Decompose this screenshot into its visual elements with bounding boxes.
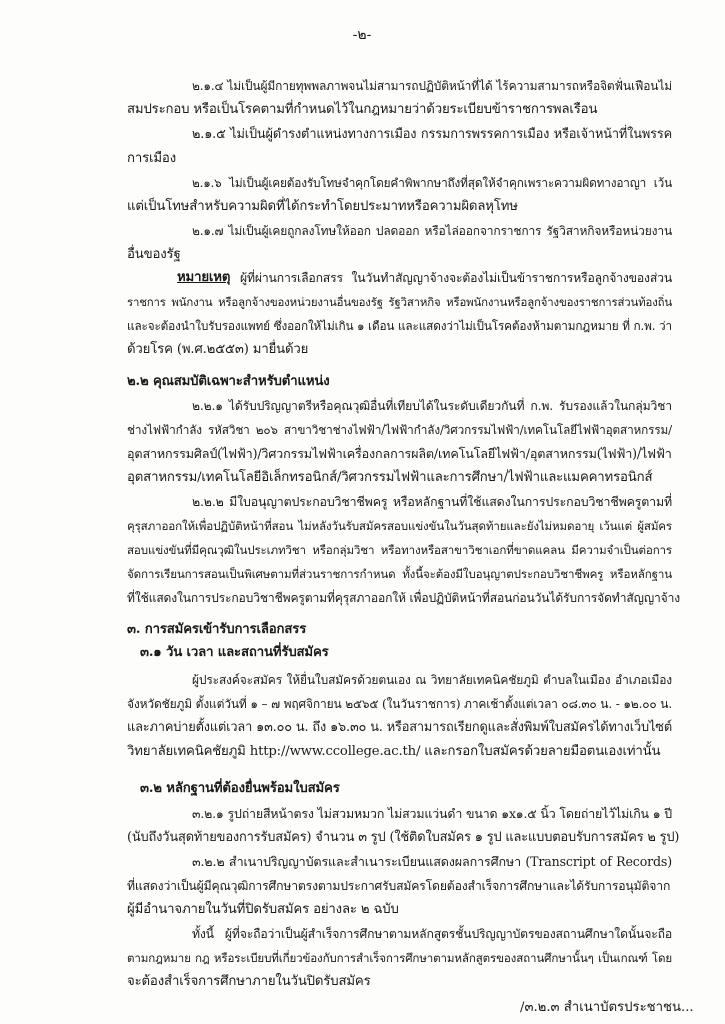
- clause-3-2-1-cont: (นับถึงวันสุดท้ายของการรับสมัคร) จำนวน ๓ รูป (ใช้ติดใบสมัคร ๑ รูป และแบบตอบรับการสมัคร ๒ รูป): [127, 830, 680, 845]
- clause-2-2-2-cont-1: คุรุสภาออกให้เพื่อปฏิบัติหน้าที่สอน ไม่หลังวันรับสมัครสอบแข่งขันในวันสุดท้ายและยังไม่หมดอายุ เว้นแต่ ผู้สมัคร: [127, 519, 672, 533]
- clause-2-1-7-cont: อื่นของรัฐ: [127, 247, 181, 262]
- clause-3-2-2-note: ทั้งนี้ ผู้ที่จะถือว่าเป็นผู้สำเร็จการศึกษาตามหลักสูตรชั้นปริญญาบัตรของสถานศึกษาใดนั้นจะถือ: [192, 927, 672, 941]
- note-text-cont-1: ราชการ พนักงาน หรือลูกจ้างของหน่วยงานอื่นของรัฐ รัฐวิสาหกิจ หรือพนักงานหรือลูกจ้างของราชการส่วนท้องถิ่น: [127, 295, 672, 309]
- clause-2-2-1-cont-1: ช่างไฟฟ้ากำลัง รหัสวิชา ๒๐๖ สาขาวิชาช่างไฟฟ้า/ไฟฟ้ากำลัง/วิศวกรรมไฟฟ้า/เทคโนโลยีไฟฟ้าอุตสาหกรรม/: [127, 423, 672, 437]
- clause-3-2-2: ๓.๒.๒ สำเนาปริญญาบัตรและสำเนาระเบียนแสดงผลการศึกษา (Transcript of Records): [192, 854, 672, 869]
- clause-2-1-7: ๒.๑.๗ ไม่เป็นผู้เคยถูกลงโทษให้ออก ปลดออก หรือไล่ออกจากราชการ รัฐวิสาหกิจหรือหน่วยงาน: [192, 224, 672, 238]
- page-continuation: /๓.๒.๓ สำเนาบัตรประชาชน...: [520, 1000, 694, 1015]
- clause-3-2-2-note-cont-2: จะต้องสำเร็จการศึกษาภายในวันปิดรับสมัคร: [127, 974, 371, 989]
- section-2-2-heading: ๒.๒ คุณสมบัติเฉพาะสำหรับตำแหน่ง: [127, 374, 330, 389]
- note-label: หมายเหตุ: [177, 270, 231, 285]
- clause-2-2-2-cont-3: จัดการเรียนการสอนเป็นพิเศษตามที่ส่วนราชการกำหนด ทั้งนี้จะต้องมีใบอนุญาตประกอบวิชาชีพครู หรือหลักฐาน: [127, 567, 672, 581]
- clause-2-2-1-cont-3: อุตสาหกรรม/เทคโนโลยีอิเล็กทรอนิกส์/วิศวกรรมไฟฟ้าและการศึกษา/ไฟฟ้าและแมคคาทรอนิกส์: [127, 470, 653, 485]
- clause-3-2-2-cont-1: ที่แสดงว่าเป็นผู้มีคุณวุฒิการศึกษาตรงตามประกาศรับสมัครโดยต้องสำเร็จการศึกษาและได้รับการอนุมัติจาก: [127, 879, 671, 893]
- section-3-heading: ๓. การสมัครเข้ารับการเลือกสรร: [127, 622, 307, 637]
- clause-2-1-4: ๒.๑.๔ ไม่เป็นผู้มีกายทุพพลภาพจนไม่สามารถปฏิบัติหน้าที่ได้ ไร้ความสามารถหรือจิตฟั่นเฟือนไม่: [192, 79, 672, 93]
- clause-2-1-6: ๒.๑.๖ ไม่เป็นผู้เคยต้องรับโทษจำคุกโดยคำพิพากษาถึงที่สุดให้จำคุกเพราะความผิดทางอาญา เว้น: [192, 176, 672, 190]
- clause-2-1-5-cont: การเมือง: [127, 151, 176, 166]
- section-3-2-heading: ๓.๒ หลักฐานที่ต้องยื่นพร้อมใบสมัคร: [140, 781, 340, 796]
- clause-3-1-cont-2: และภาคบ่ายตั้งแต่เวลา ๑๓.๐๐ น. ถึง ๑๖.๓๐ น. หรือสามารถเรียกดูและสั่งพิมพ์ใบสมัครได้ทางเว็บไซต์: [127, 720, 672, 735]
- clause-2-1-4-cont: สมประกอบ หรือเป็นโรคตามที่กำหนดไว้ในกฎหมายว่าด้วยระเบียบข้าราชการพลเรือน: [127, 102, 598, 117]
- clause-3-2-1: ๓.๒.๑ รูปถ่ายสีหน้าตรง ไม่สวมหมวก ไม่สวมแว่นดำ ขนาด ๑x๑.๕ นิ้ว โดยถ่ายไว้ไม่เกิน ๑ ปี: [192, 806, 672, 821]
- clause-2-2-1-cont-2: อุตสาหกรรมศิลป์(ไฟฟ้า)/วิศวกรรมไฟฟ้าเครื่องกลการผลิต/เทคโนโลยีไฟฟ้า/อุตสาหกรรม(ไฟฟ้า)/ไฟฟ้า: [127, 446, 672, 461]
- clause-3-1-cont-1: จังหวัดชัยภูมิ ตั้งแต่วันที่ ๑ – ๗ พฤศจิกายน ๒๕๖๕ (ในวันราชการ) ภาคเช้าตั้งแต่เวลา ๐๘.๓๐ น. - ๑๒.๐๐ น.: [127, 697, 672, 711]
- page-number: -๒-: [352, 27, 372, 43]
- clause-3-2-2-note-cont-1: ตามกฎหมาย กฎ หรือระเบียบที่เกี่ยวข้องกับการสำเร็จการศึกษาตามหลักสูตรของสถานศึกษานั้นๆ เป็นเกณฑ์ โดย: [127, 951, 672, 965]
- clause-2-2-1: ๒.๒.๑ ได้รับปริญญาตรีหรือคุณวุฒิอื่นที่เทียบได้ในระดับเดียวกันที่ ก.พ. รับรองแล้วในกลุ่มวิชา: [192, 399, 672, 413]
- clause-2-1-6-cont: แต่เป็นโทษสำหรับความผิดที่ได้กระทำโดยประมาทหรือความผิดลหุโทษ: [127, 199, 518, 214]
- clause-3-1-cont-3: วิทยาลัยเทคนิคชัยภูมิ http://www.ccollege.ac.th/ และกรอกใบสมัครด้วยลายมือตนเองเท่านั้น: [127, 744, 661, 759]
- note-text-cont-2: และจะต้องนำใบรับรองแพทย์ ซึ่งออกให้ไม่เกิน ๑ เดือน และแสดงว่าไม่เป็นโรคต้องห้ามตามกฎหมาย ที่ ก.พ. ว่า: [127, 319, 672, 333]
- section-3-1-heading: ๓.๑ วัน เวลา และสถานที่รับสมัคร: [140, 645, 329, 660]
- note-text: ผู้ที่ผ่านการเลือกสรร ในวันทำสัญญาจ้างจะต้องไม่เป็นข้าราชการหรือลูกจ้างของส่วน: [240, 271, 672, 285]
- clause-2-2-2-cont-4: ที่ใช้แสดงในการประกอบวิชาชีพครูตามที่คุรุสภาออกให้ เพื่อปฏิบัติหน้าที่สอนก่อนวันได้รับการจัดทำสัญญาจ้าง: [127, 591, 681, 605]
- clause-3-2-2-cont-2: ผู้มีอำนาจภายในวันที่ปิดรับสมัคร อย่างละ ๒ ฉบับ: [127, 902, 399, 917]
- clause-2-1-5: ๒.๑.๕ ไม่เป็นผู้ดำรงตำแหน่งทางการเมือง กรรมการพรรคการเมือง หรือเจ้าหน้าที่ในพรรค: [192, 127, 672, 142]
- clause-2-2-2: ๒.๒.๒ มีใบอนุญาตประกอบวิชาชีพครู หรือหลักฐานที่ใช้แสดงในการประกอบวิชาชีพครูตามที่: [192, 494, 672, 509]
- clause-2-2-2-cont-2: สอบแข่งขันที่มีคุณวุฒิในประเภทวิชา หรือกลุ่มวิชา หรือทางหรือสาขาวิชาเอกที่ขาดแคลน มีความจำเป็นต่อการ: [127, 543, 672, 557]
- note-text-cont-3: ด้วยโรค (พ.ศ.๒๕๕๓) มายื่นด้วย: [127, 342, 309, 357]
- clause-3-1-text: ผู้ประสงค์จะสมัคร ให้ยื่นใบสมัครด้วยตนเอง ณ วิทยาลัยเทคนิคชัยภูมิ ตำบลในเมือง อำเภอเมือง: [192, 673, 672, 687]
